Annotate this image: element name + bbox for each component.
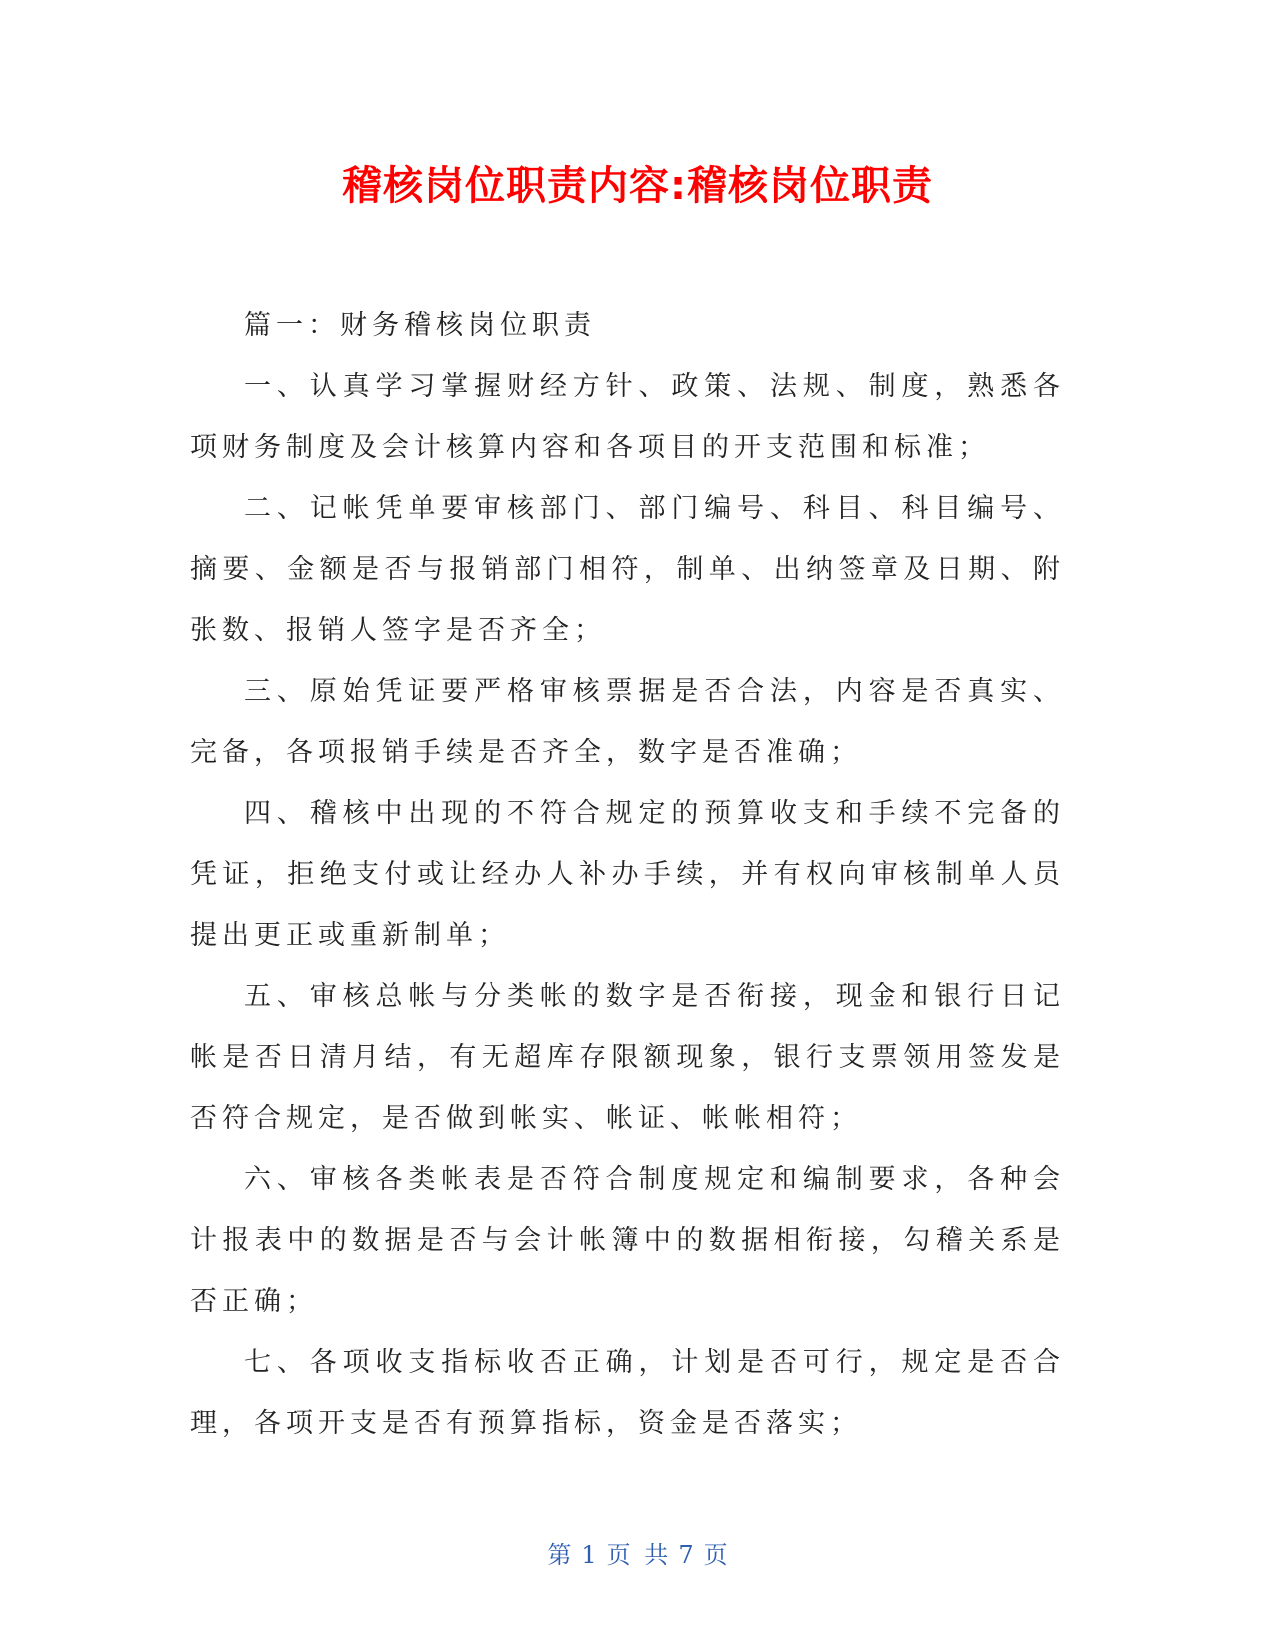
paragraph-6: 六、审核各类帐表是否符合制度规定和编制要求，各种会计报表中的数据是否与会计帐簿中的数据相衔接，勾稽关系是否正确；	[190, 1164, 1065, 1317]
footer-suffix: 页	[703, 1541, 728, 1569]
footer-middle: 页 共	[606, 1541, 669, 1569]
paragraph-4: 四、稽核中出现的不符合规定的预算收支和手续不完备的凭证，拒绝支付或让经办人补办手续，并有权向审核制单人员提出更正或重新制单；	[190, 798, 1065, 951]
paragraph-2: 二、记帐凭单要审核部门、部门编号、科目、科目编号、摘要、金额是否与报销部门相符，制单、出纳签章及日期、附张数、报销人签字是否齐全；	[190, 493, 1065, 646]
document-body	[190, 295, 1065, 1454]
footer-prefix: 第	[547, 1541, 572, 1569]
page-footer	[0, 1535, 1275, 1570]
paragraph-5: 五、审核总帐与分类帐的数字是否衔接，现金和银行日记帐是否日清月结，有无超库存限额现象，银行支票领用签发是否符合规定，是否做到帐实、帐证、帐帐相符；	[190, 981, 1065, 1134]
paragraph-1: 一、认真学习掌握财经方针、政策、法规、制度，熟悉各项财务制度及会计核算内容和各项目的开支范围和标准；	[190, 371, 1065, 463]
paragraph-7: 七、各项收支指标收否正确，计划是否可行，规定是否合理，各项开支是否有预算指标，资金是否落实；	[190, 1347, 1065, 1439]
document-title: 稽核岗位职责内容:稽核岗位职责	[342, 163, 933, 209]
paragraph-3: 三、原始凭证要严格审核票据是否合法，内容是否真实、完备，各项报销手续是否齐全，数字是否准确；	[190, 676, 1065, 768]
footer-total-pages: 7	[678, 1541, 694, 1569]
footer-current-page: 1	[581, 1541, 597, 1569]
section-heading: 篇一：财务稽核岗位职责	[244, 310, 596, 341]
